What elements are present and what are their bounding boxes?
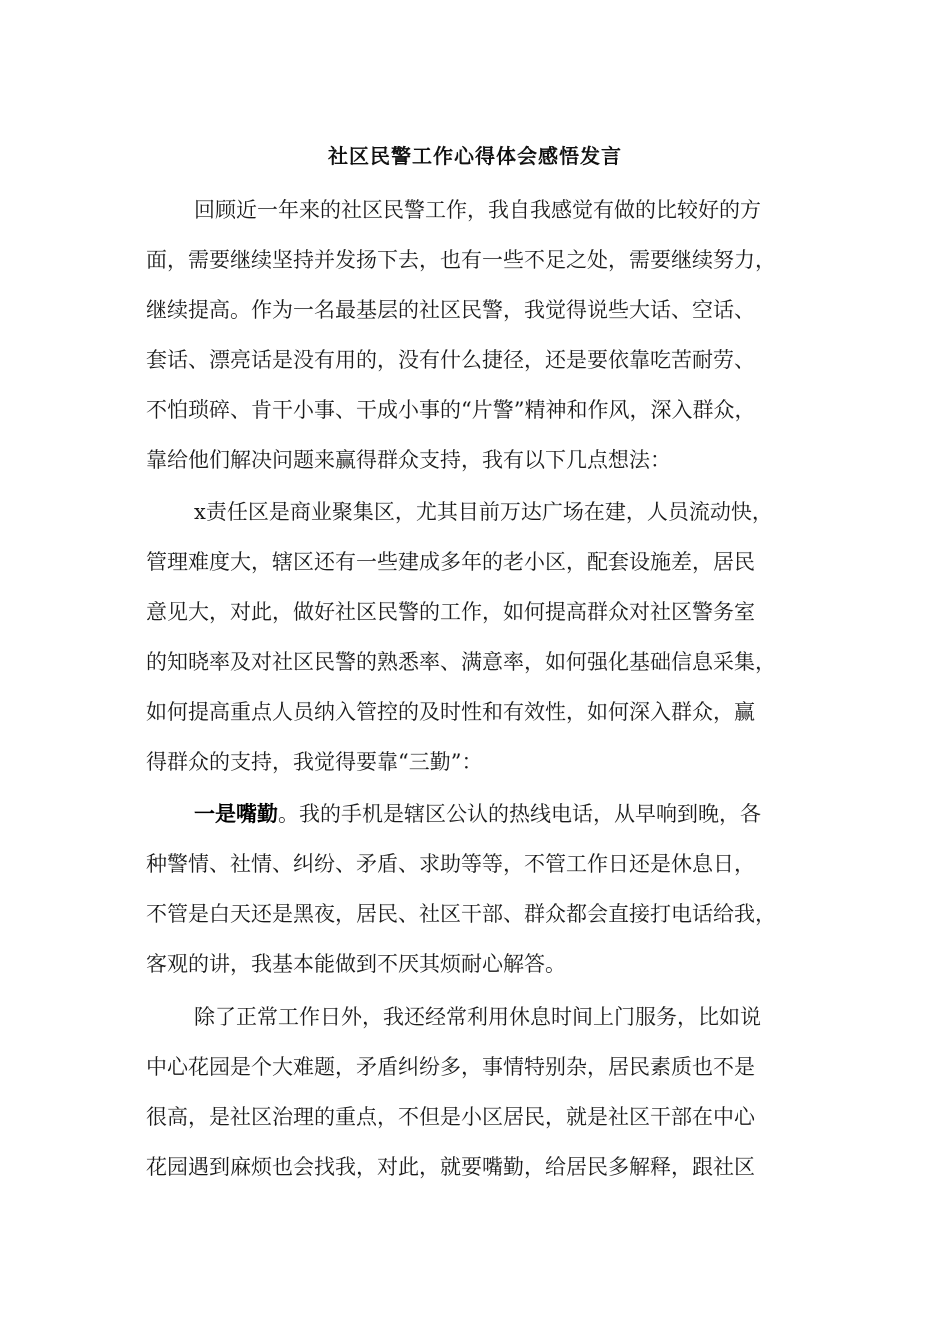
paragraph-line: x责任区是商业聚集区，尤其目前万达广场在建，人员流动快， (194, 500, 773, 524)
paragraph-line: 得群众的支持，我觉得要靠“三勤”： (146, 750, 483, 774)
document-title: 社区民警工作心得体会感悟发言 (328, 144, 622, 168)
paragraph-line: 管理难度大，辖区还有一些建成多年的老小区，配套设施差，居民 (146, 550, 755, 574)
paragraph-line: 如何提高重点人员纳入管控的及时性和有效性，如何深入群众，赢 (146, 700, 755, 724)
paragraph-line: 客观的讲，我基本能做到不厌其烦耐心解答。 (146, 952, 566, 976)
paragraph-line: 靠给他们解决问题来赢得群众支持，我有以下几点想法： (146, 448, 671, 472)
paragraph-line: 回顾近一年来的社区民警工作，我自我感觉有做的比较好的方 (194, 198, 761, 222)
paragraph-line: 中心花园是个大难题，矛盾纠纷多，事情特别杂，居民素质也不是 (146, 1055, 755, 1079)
paragraph-line: 不怕琐碎、肯干小事、干成小事的“片警”精神和作风，深入群众， (146, 398, 756, 422)
paragraph-line: 种警情、社情、纠纷、矛盾、求助等等，不管工作日还是休息日， (146, 852, 755, 876)
paragraph-line: 面，需要继续坚持并发扬下去，也有一些不足之处，需要继续努力， (146, 248, 776, 272)
paragraph-text: 。我的手机是辖区公认的热线电话，从早响到晚，各 (278, 802, 761, 826)
paragraph-line (194, 799, 761, 829)
paragraph-line: 继续提高。作为一名最基层的社区民警，我觉得说些大话、空话、 (146, 298, 755, 322)
paragraph-line: 的知晓率及对社区民警的熟悉率、满意率，如何强化基础信息采集， (146, 650, 776, 674)
paragraph-line: 花园遇到麻烦也会找我，对此，就要嘴勤，给居民多解释，跟社区 (146, 1155, 755, 1179)
paragraph-line: 不管是白天还是黑夜，居民、社区干部、群众都会直接打电话给我， (146, 902, 776, 926)
paragraph-line: 意见大，对此，做好社区民警的工作，如何提高群众对社区警务室 (146, 600, 755, 624)
paragraph-line: 很高，是社区治理的重点，不但是小区居民，就是社区干部在中心 (146, 1105, 755, 1129)
paragraph-line: 套话、漂亮话是没有用的，没有什么捷径，还是要依靠吃苦耐劳、 (146, 348, 755, 372)
paragraph-line: 除了正常工作日外，我还经常利用休息时间上门服务，比如说 (194, 1005, 761, 1029)
bold-lead: 一是嘴勤 (194, 801, 278, 826)
